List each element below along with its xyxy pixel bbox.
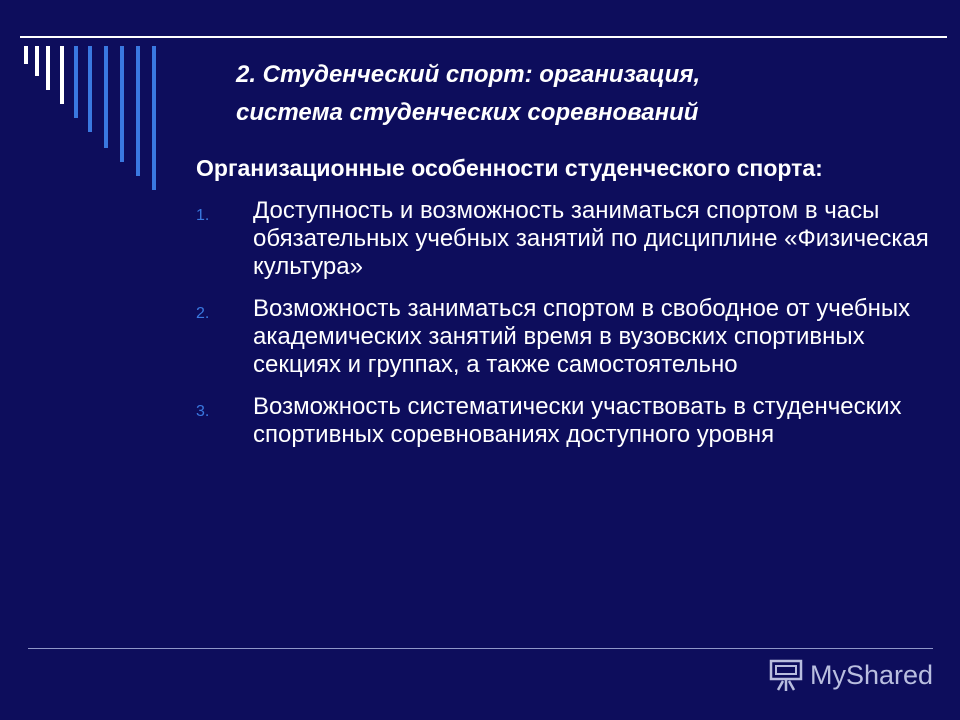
title-line-2: система студенческих соревнований: [236, 99, 699, 126]
list-number: 3.: [196, 403, 210, 420]
top-divider: [20, 36, 947, 38]
list-number: 2.: [196, 305, 210, 322]
slide-body: [196, 154, 936, 463]
stripe: [24, 46, 28, 64]
bottom-divider: [28, 648, 933, 649]
stripe: [74, 46, 78, 118]
section-heading: Организационные особенности студенческого спорта:: [196, 155, 823, 181]
title-line-1: 2. Студенческий спорт: организация,: [236, 61, 701, 88]
list-item-text: Возможность систематически участвовать в студенческих спортивных соревнованиях доступного уровня: [253, 393, 902, 448]
stripe: [152, 46, 156, 190]
slide-title: [236, 56, 936, 132]
list-item: [196, 197, 936, 281]
stripe: [88, 46, 92, 132]
stripe: [104, 46, 108, 148]
watermark-text: MyShared: [810, 659, 934, 690]
stripe: [46, 46, 50, 90]
stripe: [35, 46, 39, 76]
numbered-list: [196, 197, 936, 449]
list-item-text: Возможность заниматься спортом в свободное от учебных академических занятий время в вузовских спортивных секциях и группах, а также самостоятельно: [253, 295, 911, 378]
decorative-stripes: [24, 46, 164, 196]
stripe: [60, 46, 64, 104]
list-item-text: Доступность и возможность заниматься спортом в часы обязательных учебных занятий по дисциплине «Физическая культура»: [253, 197, 929, 280]
list-item: [196, 295, 936, 379]
presentation-board-icon: [768, 657, 804, 693]
list-number: 1.: [196, 207, 210, 224]
stripe: [136, 46, 140, 176]
watermark-logo: [768, 655, 933, 695]
stripe: [120, 46, 124, 162]
list-item: [196, 393, 936, 449]
